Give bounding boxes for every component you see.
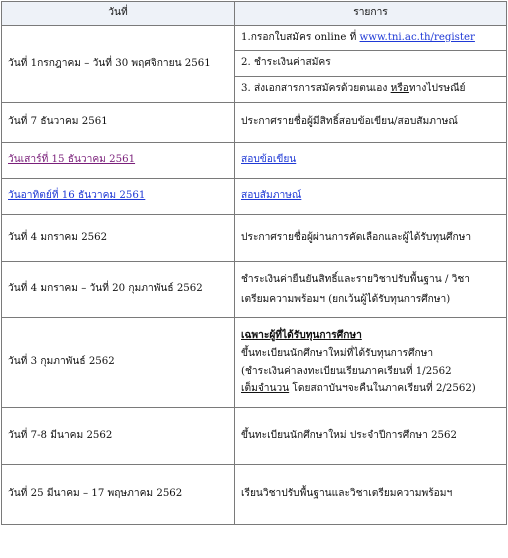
schedule-table: [1, 1, 507, 525]
item-cell: ประกาศรายชื่อผู้มีสิทธิ์สอบข้อเขียน/สอบสัมภาษณ์: [235, 103, 507, 143]
date-cell: วันที่ 25 มีนาคม – 17 พฤษภาคม 2562: [2, 465, 235, 525]
register-link[interactable]: www.tni.ac.th/register: [359, 31, 475, 43]
table-row: [2, 408, 507, 465]
date-cell: วันที่ 4 มกราคม – วันที่ 20 กุมภาพันธ์ 2562: [2, 262, 235, 318]
item-text: 1.กรอกใบสมัคร online ที่: [241, 31, 360, 43]
item-cell: ขึ้นทะเบียนนักศึกษาใหม่ ประจำปีการศึกษา 2562: [235, 408, 507, 465]
item-line: ชำระเงินค่ายืนยันสิทธิ์และรายวิชาปรับพื้นฐาน / วิชา: [241, 274, 471, 286]
item-cell: 2. ชำระเงินค่าสมัคร: [235, 51, 507, 77]
item-cell: [235, 26, 507, 51]
item-column-header: รายการ: [235, 2, 507, 26]
item-cell: [235, 262, 507, 318]
item-text: ทางไปรษณีย์: [408, 83, 466, 95]
table-row: [2, 318, 507, 408]
item-cell: [235, 318, 507, 408]
date-cell: วันที่ 4 มกราคม 2562: [2, 215, 235, 262]
item-text: 3. ส่งเอกสารการสมัครด้วยตนเอง: [241, 83, 391, 95]
item-line: (ชำระเงินค่าลงทะเบียนเรียนภาคเรียนที่ 1/2562: [241, 365, 452, 377]
table-row: [2, 215, 507, 262]
date-column-header: วันที่: [2, 2, 235, 26]
table-row: [2, 465, 507, 525]
written-exam-date-link[interactable]: วันเสาร์ที่ 15 ธันวาคม 2561: [8, 154, 136, 166]
item-line: [241, 380, 500, 398]
scholarship-heading: เฉพาะผู้ที่ได้รับทุนการศึกษา: [241, 328, 362, 341]
item-cell: [235, 179, 507, 215]
table-row: [2, 143, 507, 179]
full-amount-emphasis: เต็มจำนวน: [241, 383, 290, 395]
item-line: เตรียมความพร้อมฯ (ยกเว้นผู้ได้รับทุนการศึกษา): [241, 293, 451, 305]
written-exam-link[interactable]: สอบข้อเขียน: [241, 154, 297, 166]
table-row: [2, 26, 507, 51]
interview-link[interactable]: สอบสัมภาษณ์: [241, 190, 302, 202]
table-row: [2, 262, 507, 318]
date-cell: วันที่ 7 ธันวาคม 2561: [2, 103, 235, 143]
table-row: [2, 103, 507, 143]
date-cell: [2, 179, 235, 215]
header-row: [2, 2, 507, 26]
item-cell: เรียนวิชาปรับพื้นฐานและวิชาเตรียมความพร้อมฯ: [235, 465, 507, 525]
item-cell: [235, 77, 507, 103]
date-cell: [2, 143, 235, 179]
item-cell: ประกาศรายชื่อผู้ผ่านการคัดเลือกและผู้ได้รับทุนศึกษา: [235, 215, 507, 262]
date-cell: วันที่ 7-8 มีนาคม 2562: [2, 408, 235, 465]
item-text: โดยสถาบันฯจะคืนในภาคเรียนที่ 2/2562): [289, 383, 476, 395]
or-emphasis: หรือ: [390, 83, 409, 95]
interview-date-link[interactable]: วันอาทิตย์ที่ 16 ธันวาคม 2561: [8, 190, 146, 202]
item-line: ขึ้นทะเบียนนักศึกษาใหม่ที่ได้รับทุนการศึกษา: [241, 347, 434, 359]
date-cell: วันที่ 3 กุมภาพันธ์ 2562: [2, 318, 235, 408]
date-cell: วันที่ 1กรกฎาคม – วันที่ 30 พฤศจิกายน 2561: [2, 26, 235, 103]
table-row: [2, 179, 507, 215]
item-cell: [235, 143, 507, 179]
